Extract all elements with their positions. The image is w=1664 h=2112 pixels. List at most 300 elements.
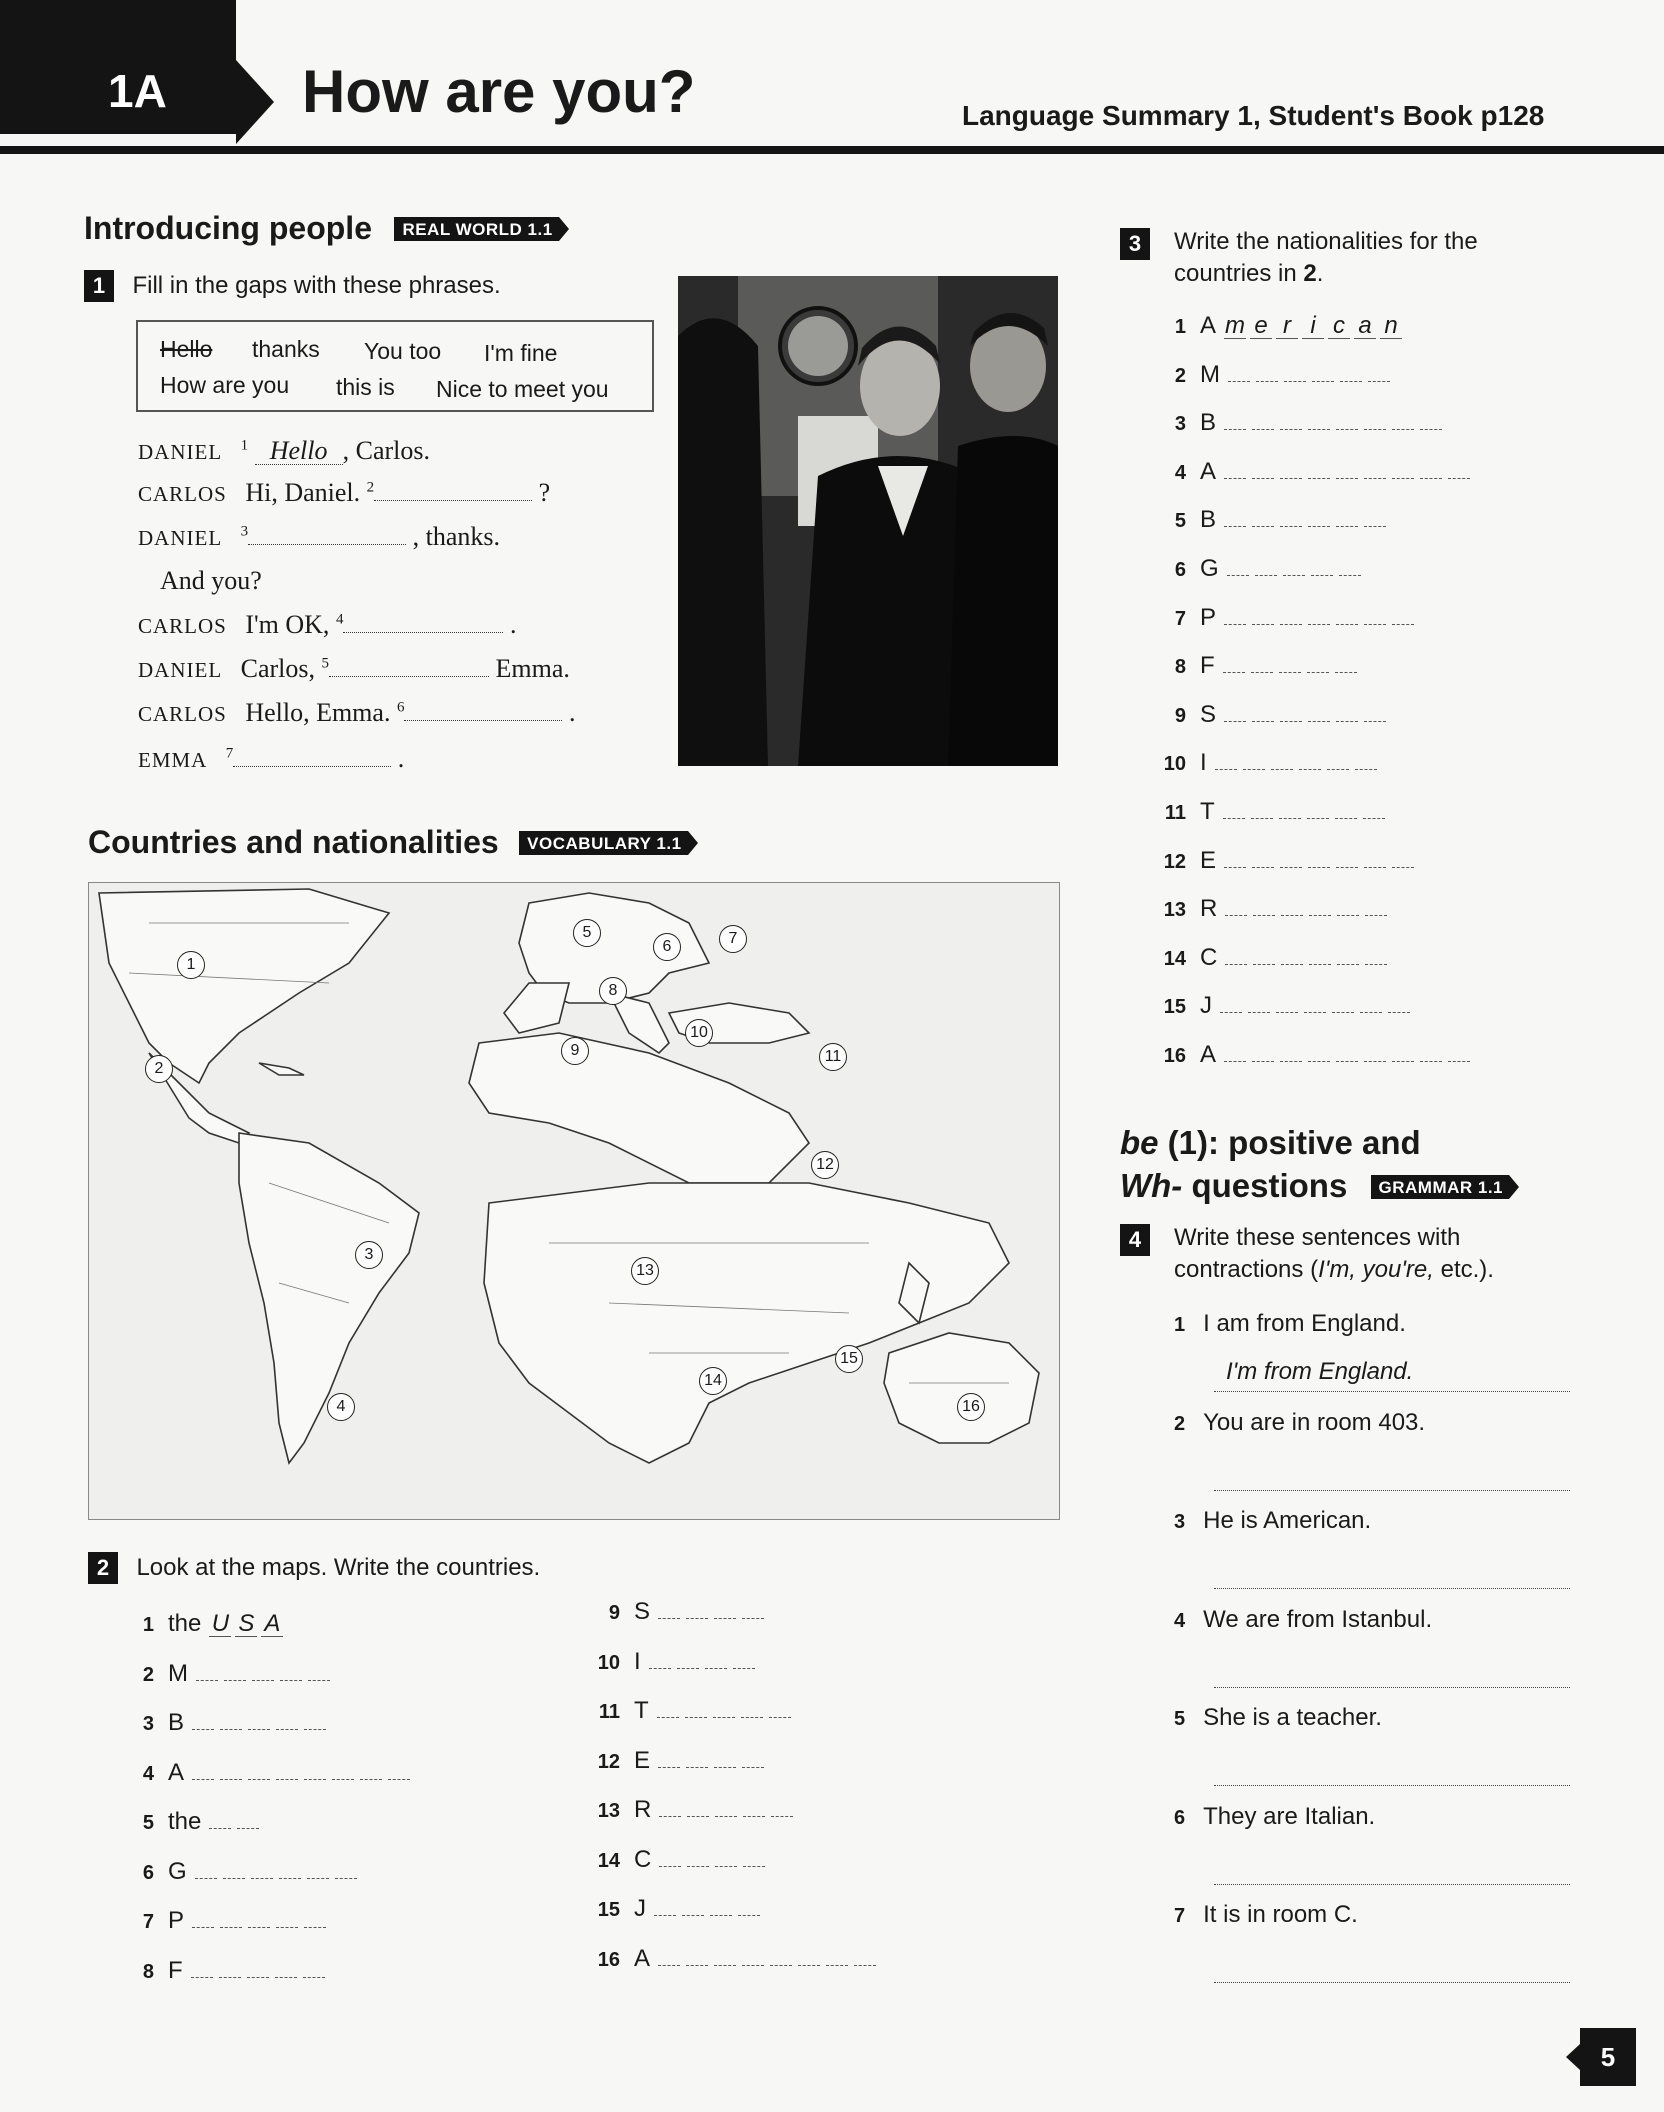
blank-dash[interactable] [1335, 672, 1357, 673]
blank-dash[interactable] [388, 1779, 410, 1780]
blank-dash[interactable] [192, 1729, 214, 1730]
blank-dash[interactable] [237, 1828, 259, 1829]
item-number: 14 [1163, 947, 1186, 970]
item-number: 12 [1163, 850, 1186, 873]
item-start: J [1200, 992, 1212, 1020]
blank-dash[interactable] [196, 1680, 218, 1681]
blank-dash[interactable] [1308, 478, 1330, 479]
page-title: How are you? [302, 58, 696, 125]
item-start: F [1200, 652, 1215, 680]
page-number: 5 [1580, 2028, 1636, 2086]
blank-dash[interactable] [332, 1779, 354, 1780]
blank-dash[interactable] [1304, 1012, 1326, 1013]
blank-dash[interactable] [743, 1816, 765, 1817]
dialogue-line: DANIEL Carlos, $^5$ Emma. [138, 654, 570, 683]
item-number: 9 [1174, 704, 1186, 727]
blank-dash[interactable] [1308, 429, 1330, 430]
list-item [594, 1697, 797, 1725]
blank-dash[interactable] [1340, 381, 1362, 382]
blank-dash[interactable] [1364, 478, 1386, 479]
blank-dash[interactable] [1256, 381, 1278, 382]
blank-dash[interactable] [1280, 867, 1302, 868]
list-item [1156, 1041, 1476, 1069]
blank-dash[interactable] [649, 1668, 671, 1669]
blank-dash[interactable] [1339, 575, 1361, 576]
blank-dash[interactable] [191, 1977, 213, 1978]
blank-dash[interactable] [192, 1779, 214, 1780]
map-marker-13: 13 [631, 1257, 659, 1285]
item-start: A [168, 1758, 185, 1786]
blank-dash[interactable] [1360, 1012, 1382, 1013]
blank-dash[interactable] [1364, 624, 1386, 625]
unit-arrow [236, 60, 274, 144]
blank-dash[interactable] [1280, 429, 1302, 430]
blank-dash[interactable] [658, 1965, 680, 1966]
answer-letter[interactable]: A [261, 1611, 283, 1637]
blank-dash[interactable] [1420, 1061, 1442, 1062]
map-marker-6: 6 [653, 933, 681, 961]
blank-dash[interactable] [1308, 1061, 1330, 1062]
item-number: 1 [1174, 316, 1186, 338]
sentence-item [1174, 1606, 1432, 1634]
map-marker-9: 9 [561, 1037, 589, 1065]
answer-letter[interactable]: i [1302, 313, 1324, 339]
item-number: 11 [1164, 802, 1186, 824]
list-item [1156, 992, 1416, 1020]
blank-dash[interactable] [1299, 769, 1321, 770]
blank-dash[interactable] [1368, 381, 1390, 382]
sentence-text: She is a teacher. [1203, 1704, 1382, 1731]
blank-dash[interactable] [1276, 1012, 1298, 1013]
blank-dash[interactable] [1327, 769, 1349, 770]
phrase-box [136, 320, 654, 412]
map-marker-11: 11 [819, 1043, 847, 1071]
blank-dash[interactable] [1392, 1061, 1414, 1062]
blank-dash[interactable] [1448, 1061, 1470, 1062]
item-number: 15 [597, 1899, 620, 1921]
exercise-3-instruction: 3 Write the nationalities for the countries in 2. [1120, 226, 1560, 291]
phrase-thanks: thanks [252, 336, 320, 362]
blank-dash[interactable] [1220, 1012, 1242, 1013]
blank-dash[interactable] [247, 1977, 269, 1978]
item-number: 9 [608, 1602, 620, 1624]
item-start: R [634, 1796, 652, 1823]
blank-dash[interactable] [1336, 1061, 1358, 1062]
blank-dash[interactable] [1248, 1012, 1270, 1013]
blank-dash[interactable] [1336, 429, 1358, 430]
blank-dash[interactable] [1420, 429, 1442, 430]
blank-dash[interactable] [220, 1927, 242, 1928]
header-rule [0, 146, 1664, 154]
item-number: 15 [1163, 996, 1186, 1019]
blank-dash[interactable] [220, 1729, 242, 1730]
blank-dash[interactable] [1225, 964, 1247, 965]
blank-dash[interactable] [1279, 672, 1301, 673]
blank-dash[interactable] [1280, 478, 1302, 479]
blank-dash[interactable] [1281, 964, 1303, 965]
blank-dash[interactable] [1336, 526, 1358, 527]
list-item [1156, 847, 1420, 875]
item-start: M [168, 1659, 188, 1687]
blank-dash[interactable] [1281, 915, 1303, 916]
item-start: the [168, 1610, 202, 1637]
sentence-item [1174, 1409, 1425, 1437]
blank-dash[interactable] [1308, 721, 1330, 722]
blank-dash[interactable] [826, 1965, 848, 1966]
blank-dash[interactable] [1335, 818, 1357, 819]
blank-dash[interactable] [1392, 624, 1414, 625]
blank-dash[interactable] [1243, 769, 1265, 770]
sentence-answer-line[interactable] [1214, 1752, 1570, 1786]
blank-dash[interactable] [1252, 867, 1274, 868]
item-number: 3 [1174, 413, 1186, 436]
blank-dash[interactable] [682, 1915, 704, 1916]
blank-dash[interactable] [1253, 964, 1275, 965]
list-item [1156, 895, 1393, 923]
blank-dash[interactable] [252, 1680, 274, 1681]
blank-dash[interactable] [658, 1767, 680, 1768]
blank-dash[interactable] [1337, 964, 1359, 965]
blank-dash[interactable] [659, 1816, 681, 1817]
blank-dash[interactable] [1388, 1012, 1410, 1013]
blank-dash[interactable] [714, 1965, 736, 1966]
blank-dash[interactable] [1336, 721, 1358, 722]
blank-dash[interactable] [304, 1927, 326, 1928]
sentence-answer-line[interactable] [1214, 1654, 1570, 1688]
blank-dash[interactable] [223, 1878, 245, 1879]
sentence-number: 1 [1174, 1314, 1186, 1336]
blank-dash[interactable] [360, 1779, 382, 1780]
blank-dash[interactable] [705, 1668, 727, 1669]
blank-dash[interactable] [710, 1915, 732, 1916]
phrase-you-too: You too [364, 338, 442, 364]
blank-dash[interactable] [248, 1927, 270, 1928]
blank-dash[interactable] [687, 1816, 709, 1817]
blank-dash[interactable] [1364, 429, 1386, 430]
blank-dash[interactable] [733, 1668, 755, 1669]
blank-dash[interactable] [1280, 526, 1302, 527]
blank-dash[interactable] [219, 1977, 241, 1978]
blank-dash[interactable] [1252, 721, 1274, 722]
blank-dash[interactable] [192, 1927, 214, 1928]
blank-dash[interactable] [1224, 867, 1246, 868]
gap-6[interactable] [404, 720, 562, 721]
photo-people-greeting [678, 276, 1058, 766]
item-start: M [1200, 360, 1220, 388]
map-marker-4: 4 [327, 1393, 355, 1421]
dialogue-line: CARLOS I'm OK, $^4$ . [138, 610, 517, 639]
answer-letter[interactable]: e [1250, 313, 1272, 339]
blank-dash[interactable] [1332, 1012, 1354, 1013]
item-start: J [634, 1895, 646, 1922]
gap-5[interactable] [329, 676, 489, 677]
blank-dash[interactable] [1309, 915, 1331, 916]
list-item [1156, 798, 1391, 826]
answer-letter[interactable]: S [235, 1611, 257, 1637]
item-start: A [1200, 312, 1217, 339]
answer-letter[interactable]: n [1380, 313, 1402, 339]
blank-dash[interactable] [1284, 381, 1306, 382]
gap-3[interactable] [248, 544, 406, 545]
gap-2[interactable] [374, 500, 532, 501]
exercise-4-instruction: 4 Write these sentences with contractions (I'm, you're, etc.). [1120, 1222, 1560, 1287]
blank-dash[interactable] [1224, 429, 1246, 430]
real-world-tag: REAL WORLD 1.1 [394, 217, 558, 241]
item-start: A [1200, 1041, 1217, 1068]
blank-dash[interactable] [1280, 1061, 1302, 1062]
phrase-this-is: this is [336, 374, 395, 400]
blank-dash[interactable] [1336, 478, 1358, 479]
blank-dash[interactable] [307, 1878, 329, 1879]
item-number: 4 [1174, 461, 1186, 484]
blank-dash[interactable] [304, 1779, 326, 1780]
exercise-4-number: 4 [1120, 1224, 1150, 1256]
item-start: A [634, 1944, 651, 1972]
list-item [594, 1895, 766, 1923]
list-item [128, 1759, 416, 1787]
answer-letter[interactable]: a [1354, 313, 1376, 339]
sentence-answer-line[interactable] [1214, 1949, 1570, 1983]
blank-dash[interactable] [798, 1965, 820, 1966]
blank-dash[interactable] [276, 1779, 298, 1780]
item-number: 13 [597, 1800, 620, 1822]
blank-dash[interactable] [1364, 867, 1386, 868]
blank-dash[interactable] [308, 1680, 330, 1681]
map-marker-8: 8 [599, 977, 627, 1005]
blank-dash[interactable] [1224, 721, 1246, 722]
blank-dash[interactable] [209, 1828, 231, 1829]
blank-dash[interactable] [769, 1717, 791, 1718]
blank-dash[interactable] [685, 1717, 707, 1718]
item-number: 11 [598, 1701, 620, 1723]
blank-dash[interactable] [715, 1816, 737, 1817]
item-number: 7 [142, 1911, 154, 1933]
blank-dash[interactable] [1364, 1061, 1386, 1062]
blank-dash[interactable] [1251, 818, 1273, 819]
blank-dash[interactable] [276, 1729, 298, 1730]
item-number: 10 [1163, 753, 1186, 776]
language-summary-reference: Language Summary 1, Student's Book p128 [962, 100, 1545, 131]
blank-dash[interactable] [742, 1767, 764, 1768]
exercise-2-instruction: 2 Look at the maps. Write the countries. [88, 1552, 540, 1584]
blank-dash[interactable] [1279, 818, 1301, 819]
blank-dash[interactable] [1392, 867, 1414, 868]
blank-dash[interactable] [1309, 964, 1331, 965]
exercise-1-number: 1 [84, 270, 114, 302]
blank-dash[interactable] [280, 1680, 302, 1681]
blank-dash[interactable] [714, 1767, 736, 1768]
item-number: 16 [597, 1948, 620, 1971]
phrase-how-are-you: How are you [160, 372, 290, 398]
blank-dash[interactable] [714, 1618, 736, 1619]
blank-dash[interactable] [1251, 672, 1273, 673]
blank-dash[interactable] [1255, 575, 1277, 576]
blank-dash[interactable] [658, 1618, 680, 1619]
blank-dash[interactable] [1364, 721, 1386, 722]
gap-4[interactable] [343, 632, 503, 633]
blank-dash[interactable] [1271, 769, 1293, 770]
blank-dash[interactable] [279, 1878, 301, 1879]
blank-dash[interactable] [743, 1866, 765, 1867]
blank-dash[interactable] [220, 1779, 242, 1780]
blank-dash[interactable] [771, 1816, 793, 1817]
blank-dash[interactable] [251, 1878, 273, 1879]
blank-dash[interactable] [1223, 672, 1245, 673]
blank-dash[interactable] [1355, 769, 1377, 770]
sentence-answer-line[interactable] [1214, 1555, 1570, 1589]
blank-dash[interactable] [677, 1668, 699, 1669]
blank-dash[interactable] [657, 1717, 679, 1718]
list-item [128, 1808, 265, 1836]
list-item [1156, 506, 1392, 534]
sentence-text: I am from England. [1203, 1310, 1406, 1337]
item-number: 4 [142, 1762, 154, 1785]
blank-dash[interactable] [741, 1717, 763, 1718]
unit-label: 1A [108, 65, 167, 117]
blank-dash[interactable] [1307, 672, 1329, 673]
blank-dash[interactable] [1225, 915, 1247, 916]
blank-dash[interactable] [276, 1927, 298, 1928]
blank-dash[interactable] [738, 1915, 760, 1916]
blank-dash[interactable] [1283, 575, 1305, 576]
blank-dash[interactable] [1224, 478, 1246, 479]
blank-dash[interactable] [1252, 526, 1274, 527]
item-start: P [168, 1907, 185, 1934]
answer-letter[interactable]: c [1328, 313, 1350, 339]
blank-dash[interactable] [1365, 915, 1387, 916]
sentence-answer-line[interactable] [1214, 1851, 1570, 1885]
blank-dash[interactable] [1280, 721, 1302, 722]
blank-dash[interactable] [335, 1878, 357, 1879]
sentence-number: 4 [1174, 1609, 1186, 1632]
blank-dash[interactable] [1392, 429, 1414, 430]
blank-dash[interactable] [1253, 915, 1275, 916]
sentence-answer-line[interactable] [1214, 1457, 1570, 1491]
blank-dash[interactable] [1448, 478, 1470, 479]
blank-dash[interactable] [854, 1965, 876, 1966]
map-marker-14: 14 [699, 1367, 727, 1395]
blank-dash[interactable] [1224, 624, 1246, 625]
item-number: 2 [142, 1663, 154, 1686]
blank-dash[interactable] [1336, 867, 1358, 868]
item-number: 6 [1174, 559, 1186, 581]
blank-dash[interactable] [275, 1977, 297, 1978]
blank-dash[interactable] [1228, 381, 1250, 382]
item-start: S [1200, 700, 1217, 728]
map-marker-5: 5 [573, 919, 601, 947]
list-item [128, 1660, 336, 1688]
item-start: the [168, 1808, 202, 1835]
blank-dash[interactable] [1280, 624, 1302, 625]
sentence-answer-line[interactable]: I'm from England. [1214, 1358, 1570, 1392]
blank-dash[interactable] [770, 1965, 792, 1966]
sentence-number: 3 [1174, 1511, 1186, 1533]
item-start: E [1200, 846, 1217, 874]
blank-dash[interactable] [1308, 624, 1330, 625]
list-item [594, 1796, 799, 1824]
blank-dash[interactable] [304, 1729, 326, 1730]
dialogue-line: DANIEL $^3$ , thanks. [138, 522, 500, 551]
blank-dash[interactable] [1312, 381, 1334, 382]
answer-letter[interactable]: m [1225, 312, 1246, 339]
blank-dash[interactable] [1224, 526, 1246, 527]
gap-1-answer[interactable]: Hello [255, 438, 343, 465]
list-item [128, 1709, 332, 1737]
blank-dash[interactable] [686, 1767, 708, 1768]
blank-dash[interactable] [1420, 478, 1442, 479]
blank-dash[interactable] [1252, 624, 1274, 625]
blank-dash[interactable] [715, 1866, 737, 1867]
item-number: 5 [1174, 510, 1186, 533]
instruction-ref: 2 [1303, 260, 1317, 288]
blank-dash[interactable] [1337, 915, 1359, 916]
blank-dash[interactable] [248, 1779, 270, 1780]
item-start: B [168, 1709, 185, 1736]
blank-dash[interactable] [1364, 526, 1386, 527]
item-number: 13 [1163, 899, 1186, 922]
blank-dash[interactable] [1252, 429, 1274, 430]
blank-dash[interactable] [659, 1866, 681, 1867]
list-item [1156, 604, 1420, 632]
blank-dash[interactable] [654, 1915, 676, 1916]
blank-dash[interactable] [713, 1717, 735, 1718]
blank-dash[interactable] [1224, 1061, 1246, 1062]
blank-dash[interactable] [1223, 818, 1245, 819]
sentence-item [1174, 1803, 1375, 1831]
sentence-number: 2 [1174, 1412, 1186, 1435]
dialogue-line: CARLOS Hello, Emma. $^6$ . [138, 698, 576, 727]
blank-dash[interactable] [1227, 575, 1249, 576]
blank-dash[interactable] [687, 1866, 709, 1867]
phrase-hello: Hello [160, 336, 213, 362]
dialogue-line: CARLOS Hi, Daniel. $^2$ ? [138, 478, 551, 507]
blank-dash[interactable] [686, 1618, 708, 1619]
sentence-number: 5 [1174, 1708, 1186, 1730]
list-item [128, 1610, 287, 1638]
blank-dash[interactable] [195, 1878, 217, 1879]
exercise-2-number: 2 [88, 1552, 118, 1584]
page-number-arrow [1566, 2044, 1580, 2070]
blank-dash[interactable] [303, 1977, 325, 1978]
blank-dash[interactable] [224, 1680, 246, 1681]
list-item [128, 1858, 363, 1886]
gap-7[interactable] [233, 766, 391, 767]
sentence-item [1174, 1310, 1406, 1338]
blank-dash[interactable] [1311, 575, 1333, 576]
blank-dash[interactable] [686, 1965, 708, 1966]
answer-letter[interactable]: r [1276, 313, 1298, 339]
blank-dash[interactable] [1252, 478, 1274, 479]
item-number: 16 [1163, 1045, 1186, 1067]
blank-dash[interactable] [1363, 818, 1385, 819]
blank-dash[interactable] [248, 1729, 270, 1730]
answer-letter[interactable]: U [209, 1611, 231, 1637]
item-number: 2 [1174, 364, 1186, 387]
map-outline [89, 883, 1059, 1519]
blank-dash[interactable] [1308, 867, 1330, 868]
blank-dash[interactable] [742, 1965, 764, 1966]
blank-dash[interactable] [742, 1618, 764, 1619]
blank-dash[interactable] [1336, 624, 1358, 625]
blank-dash[interactable] [1215, 769, 1237, 770]
blank-dash[interactable] [1252, 1061, 1274, 1062]
blank-dash[interactable] [1307, 818, 1329, 819]
item-number: 3 [142, 1713, 154, 1735]
list-item [1156, 409, 1448, 437]
blank-dash[interactable] [1308, 526, 1330, 527]
blank-dash[interactable] [1365, 964, 1387, 965]
blank-dash[interactable] [1392, 478, 1414, 479]
